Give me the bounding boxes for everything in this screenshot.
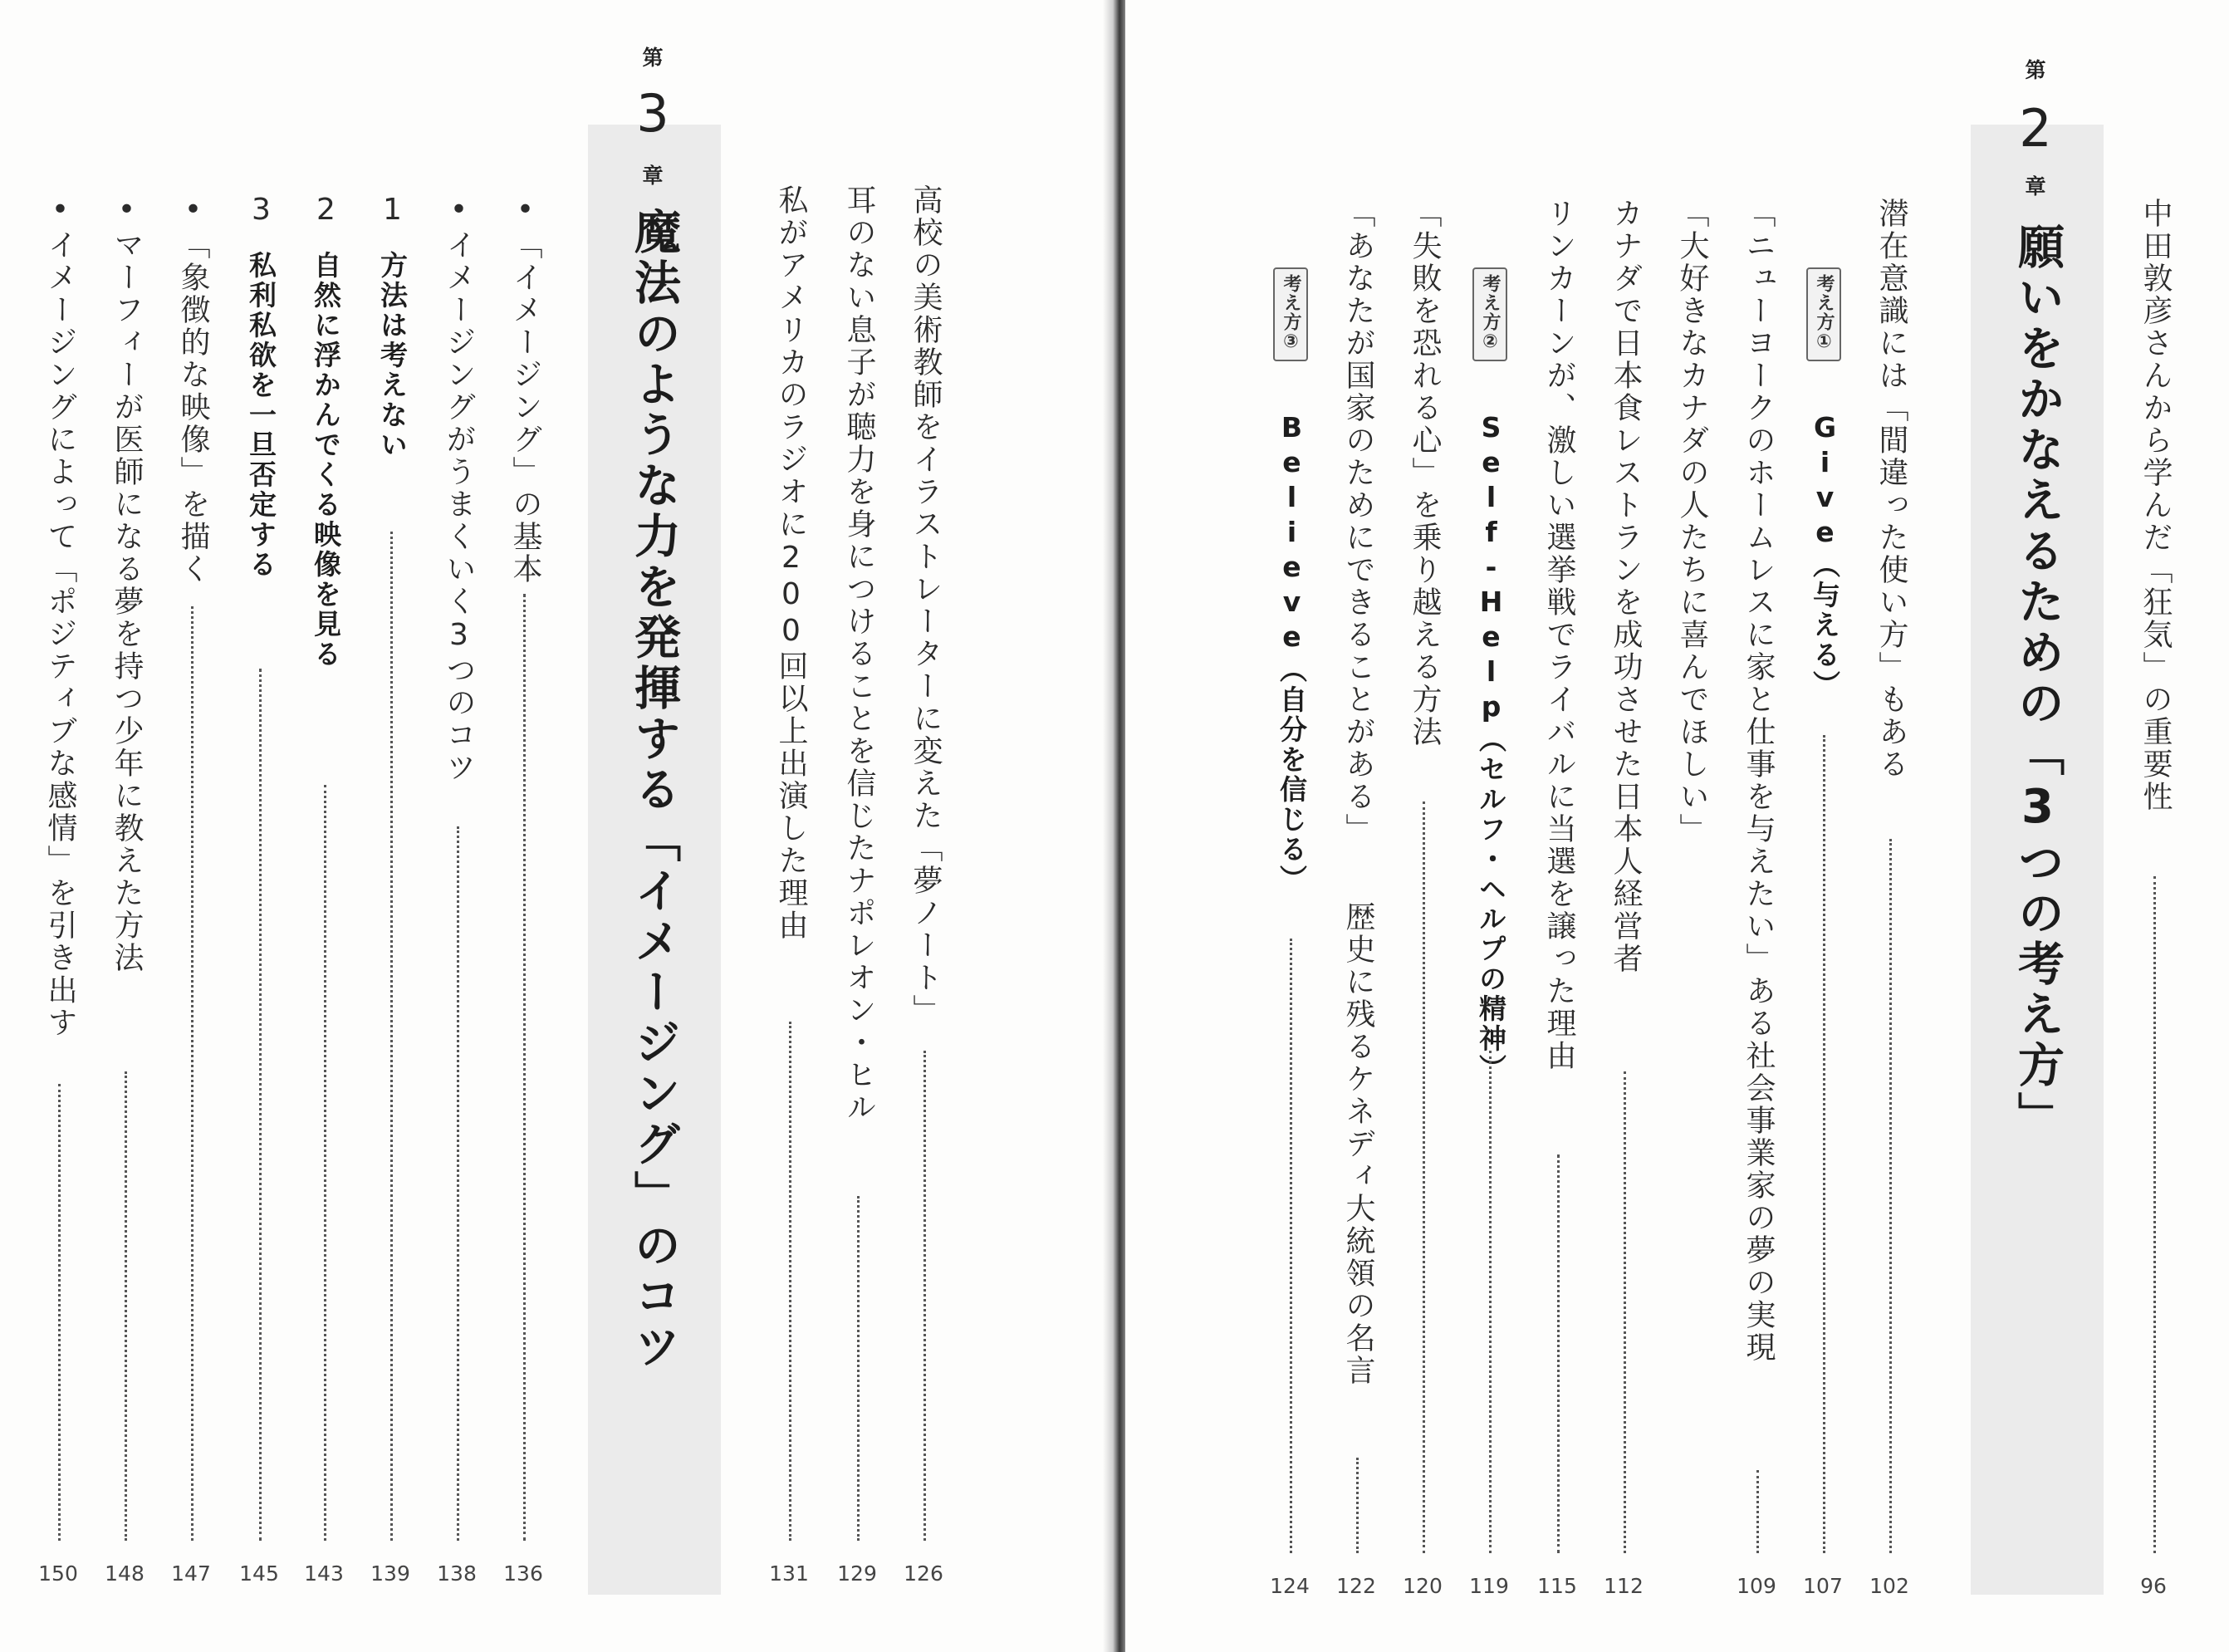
right-page: [1125, 0, 2229, 1652]
page-number: 115: [1537, 1574, 1577, 1598]
toc-entry-number: 1: [375, 193, 409, 229]
chapter-label-top: 第: [2025, 58, 2046, 82]
page-number: 124: [1270, 1574, 1310, 1598]
page-number: 143: [304, 1561, 344, 1586]
toc-entry-number: 3: [244, 193, 278, 229]
dot-leader: [259, 669, 262, 1541]
page-number: 150: [38, 1561, 78, 1586]
page-number: 126: [904, 1561, 943, 1586]
page-number: 147: [171, 1561, 211, 1586]
toc-entry-number: 2: [309, 193, 343, 229]
dot-leader: [324, 785, 326, 1541]
dot-leader: [1624, 1071, 1626, 1553]
toc-entry-text: 「失敗を恐れる心」を乗り越える方法: [1408, 198, 1442, 748]
toc-entry-text: Give（与える）: [1809, 411, 1841, 700]
chapter-label-top: 第: [642, 46, 664, 70]
dot-leader: [2153, 876, 2156, 1553]
toc-entry-text: カナダで日本食レストランを成功させた日本人経営者: [1609, 198, 1643, 975]
toc-entry-text-cont: 歴史に残るケネディ大統領の名言: [1341, 901, 1375, 1387]
page-number: 129: [837, 1561, 877, 1586]
dot-leader: [923, 1051, 926, 1541]
toc-entry-text: 私がアメリカのラジオに200回以上出演した理由: [774, 184, 808, 942]
toc-entry-text: 「大好きなカナダの人たちに喜んでほしい」: [1675, 198, 1709, 846]
toc-entry-text: Self-Help（セルフ・ヘルプの精神）: [1475, 411, 1507, 1084]
page-number: 145: [239, 1561, 279, 1586]
page-number: 131: [769, 1561, 809, 1586]
dot-leader: [1823, 735, 1825, 1553]
chapter-number: 2: [2019, 98, 2052, 159]
page-number: 122: [1336, 1574, 1376, 1598]
toc-entry-text: 潜在意識には「間違った使い方」もある: [1874, 198, 1908, 781]
dot-leader: [789, 1022, 791, 1541]
page-number: 109: [1737, 1574, 1776, 1598]
toc-entry-text: 方法は考えない: [376, 251, 409, 460]
page-number: 112: [1604, 1574, 1644, 1598]
dot-leader: [58, 1084, 61, 1541]
page-number: 119: [1469, 1574, 1509, 1598]
page-number: 139: [370, 1561, 410, 1586]
page-number: 136: [503, 1561, 543, 1586]
dot-leader: [523, 594, 526, 1541]
thinking-badge: 考え方③: [1273, 267, 1308, 361]
page-number: 120: [1403, 1574, 1443, 1598]
chapter-title: 願いをかなえるための「3つの考え方」: [2011, 223, 2065, 1142]
dot-leader: [1423, 801, 1425, 1553]
toc-entry-text: 自然に浮かんでくる映像を見る: [310, 251, 342, 669]
chapter-title: 魔法のような力を発揮する「イメージング」のコツ: [627, 208, 681, 1373]
toc-entry-text: •マーフィーが医師になる夢を持つ少年に教えた方法: [110, 193, 144, 974]
dot-leader: [1756, 1470, 1759, 1553]
toc-entry-text: 中田敦彦さんから学んだ「狂気」の重要性: [2138, 198, 2173, 813]
dot-leader: [1290, 939, 1292, 1553]
dot-leader: [1356, 1458, 1359, 1553]
chapter-label-bottom: 章: [642, 164, 664, 188]
dot-leader: [390, 532, 393, 1541]
page-number: 138: [437, 1561, 477, 1586]
toc-entry-text: •イメージングによって「ポジティブな感情」を引き出す: [43, 193, 77, 1039]
left-page: [0, 0, 1109, 1652]
toc-entry-text: 高校の美術教師をイラストレーターに変えた「夢ノート」: [909, 184, 943, 1027]
toc-entry-text: •「象徴的な映像」を描く: [176, 193, 210, 586]
dot-leader: [1557, 1154, 1560, 1553]
dot-leader: [1889, 839, 1892, 1553]
toc-entry-text: Believe（自分を信じる）: [1276, 411, 1308, 895]
thinking-badge: 考え方①: [1806, 267, 1841, 361]
toc-entry-text: •イメージングがうまくいく3つのコツ: [442, 193, 476, 784]
toc-entry-text: リンカーンが、激しい選挙戦でライバルに当選を譲った理由: [1542, 198, 1576, 1072]
dot-leader: [125, 1071, 127, 1541]
toc-entry-text: •「イメージング」の基本: [508, 193, 542, 586]
chapter-label-bottom: 章: [2025, 174, 2046, 199]
page-number: 96: [2140, 1574, 2167, 1598]
thinking-badge: 考え方②: [1472, 267, 1507, 361]
dot-leader: [191, 606, 194, 1541]
page-number: 107: [1803, 1574, 1843, 1598]
dot-leader: [857, 1196, 860, 1541]
toc-entry-text: 「ニューヨークのホームレスに家と仕事を与えたい」ある社会事業家の夢の実現: [1742, 198, 1776, 1364]
page-number: 102: [1869, 1574, 1909, 1598]
chapter-number: 3: [636, 83, 669, 144]
dot-leader: [457, 826, 459, 1541]
page-number: 148: [105, 1561, 145, 1586]
toc-entry-text: 私利私欲を一旦否定する: [245, 251, 277, 580]
toc-entry-text: 耳のない息子が聴力を身につけることを信じたナポレオン・ヒル: [842, 184, 876, 1124]
toc-entry-text: 「あなたが国家のためにできることがある」: [1341, 198, 1375, 846]
dot-leader: [1489, 1051, 1492, 1553]
